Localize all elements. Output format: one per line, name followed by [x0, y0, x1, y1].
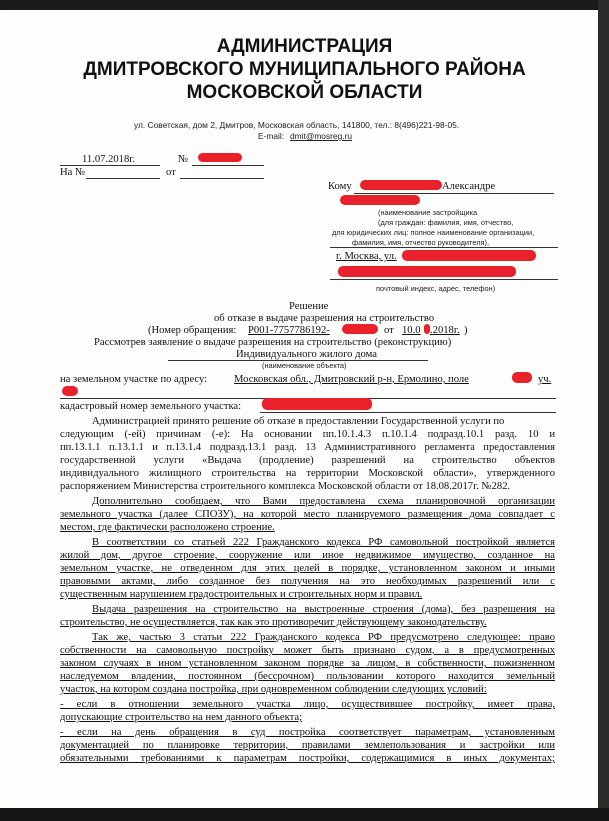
redaction-cadastral-number: [262, 398, 372, 410]
p3-line: жилой дом, другое строение, сооружение или иное недвижимое имущество, созданное на: [60, 550, 555, 561]
p2-line: Дополнительно сообщаем, что Вами предоставлена схема планировочной организации: [92, 496, 555, 507]
p1-line: распоряжением Министерства строительного комплекса Московской области от 18.08.2017г. №282.: [60, 481, 511, 492]
p1-line: индивидуального жилищного строительства на территории Московской области», утвержденного: [60, 468, 555, 479]
p4-line: Выдача разрешения на строительство на выстроенные строения (дома), без разрешения на: [92, 604, 555, 615]
recipient-line1: [354, 193, 554, 194]
header-address: ул. Советская, дом 2, Дмитров, Московская область, 141800, тел.: 8(496)221-98-05.: [134, 120, 460, 130]
decision-object: Индивидуального жилого дома: [236, 349, 377, 360]
recipient-hint1: (наименование застройщика: [378, 208, 478, 217]
reg-na-label: На №: [60, 167, 86, 178]
decision-ref-no: Р001-7757786192-: [248, 325, 330, 336]
p3-line: В соответствии со статьей 222 Гражданского кодекса РФ самовольной постройкой является: [92, 537, 555, 548]
decision-subtitle: об отказе в выдаче разрешения на строительство: [214, 313, 435, 324]
recipient-komu: Кому: [328, 181, 352, 192]
redaction-recipient-name: [360, 180, 442, 190]
p5-line: собственности на самовольную постройку может быть признано судом, а в предусмотренных: [60, 645, 555, 656]
p3-line: земельном участке, не отведенном для этих целей в порядке, установленном законом и иными: [60, 563, 555, 574]
decision-cadastral: кадастровый номер земельного участка:: [60, 401, 242, 412]
p3-line: правовыми актами, либо созданное без получения на это необходимых разрешений или с: [60, 576, 555, 587]
p4-line: строительство, не осуществляется, так как это противоречит действующему законодательству.: [60, 617, 487, 628]
p5-line: законом случаях в ином установленном законом порядке за лицом, в собственности, пожизненном: [60, 658, 555, 669]
photo-border-bottom: [0, 808, 609, 821]
decision-ref-date-a: 10.0: [402, 325, 421, 336]
decision-ref-ot: от: [384, 325, 394, 336]
p5-line: наследуемом владении, постоянном (бессрочном) пользовании которого находится земельный: [60, 671, 555, 682]
decision-considered: Рассмотрев заявление о выдаче разрешения на строительство (реконструкцию): [94, 337, 452, 348]
redaction-plot-uch: [62, 386, 78, 396]
p3-line: существенным нарушением градостроительных и строительных норм и правил.: [60, 589, 423, 600]
redaction-recipient-index: [338, 266, 516, 277]
decision-ref-open: (Номер обращения:: [148, 325, 237, 336]
p7-line: - если на день обращения в суд постройка соответствует параметрам, установленным: [60, 727, 555, 738]
reg-no-line: [192, 165, 264, 166]
redaction-ref-no: [342, 324, 378, 334]
header-title-line1: АДМИНИСТРАЦИЯ: [216, 36, 393, 57]
p2-line: местом, где фактически расположено строение.: [60, 522, 275, 533]
recipient-line3: [330, 247, 558, 248]
header-title-line2: ДМИТРОВСКОГО МУНИЦИПАЛЬНОГО РАЙОНА: [83, 59, 526, 80]
p1-line: пп.13.1.1 п.13.1.1 и п.13.1.4 подразд.13.1 разд. 13 Административного регламента предоставления: [60, 442, 555, 453]
recipient-hint4: фамилия, имя, отчество руководителя),: [352, 238, 490, 247]
recipient-hint5: почтовый индекс, адрес, телефон): [376, 284, 496, 293]
photo-border-top: [0, 0, 609, 10]
decision-title: Решение: [289, 301, 329, 312]
decision-plot-uch: уч.: [538, 374, 552, 385]
reg-date: 11.07.2018г.: [82, 154, 136, 165]
redaction-recipient-street: [402, 250, 536, 261]
p6-line: допускающие строительство на нем данного объекта;: [60, 712, 303, 723]
reg-ot-line: [180, 178, 264, 179]
decision-cadastral-line: [260, 412, 556, 413]
recipient-line4: [330, 279, 558, 280]
decision-object-hint: (наименование объекта): [262, 361, 347, 370]
reg-no-label: №: [178, 154, 189, 165]
decision-plot-address: Московская обл., Дмитровский р-н, Ермолино, поле: [234, 374, 469, 385]
redaction-recipient-line2: [340, 195, 420, 205]
redaction-reg-no: [198, 153, 242, 162]
decision-ref-date-b: .2018г.: [430, 325, 460, 336]
decision-ref-close: ): [464, 325, 468, 336]
p7-line: документацией по планировке территории, правилами землепользования и застройки или: [60, 740, 555, 751]
header-title-line3: МОСКОВСКОЙ ОБЛАСТИ: [186, 82, 423, 103]
p1-line: следующим (-ей) причинам (-е): На основании пп.10.1.4.3 п.10.1.4 подразд.10.1 разд. 10 и: [60, 429, 555, 440]
recipient-hint2: (для граждан: фамилия, имя, отчество,: [378, 218, 514, 227]
p5-line: Так же, частью 3 статьи 222 Гражданского кодекса РФ предусмотрено следующее: право: [92, 632, 555, 643]
reg-ot-label: от: [166, 167, 176, 178]
p1-line: государственной услуги «Выдача (продление) разрешений на строительство объектов: [60, 455, 555, 466]
header-email-label: E-mail:: [258, 131, 285, 141]
p7-line: обязательными требованиями к параметрам постройки, содержащимися в иных документах;: [60, 753, 555, 764]
recipient-hint3: для юридических лиц: полное наименование организации,: [332, 228, 535, 237]
p6-line: - если в отношении земельного участка лицо, осуществившее постройку, имеет права,: [60, 699, 555, 710]
recipient-city: г. Москва, ул.: [336, 251, 397, 262]
header-email: dmit@mosreg.ru: [290, 131, 353, 141]
decision-plot-label: на земельном участке по адресу:: [60, 374, 208, 385]
p2-line: земельного участка (далее СПОЗУ), на которой место планируемого размещения дома совпадает с: [60, 509, 555, 520]
p1-line: Администрацией принято решение об отказе в предоставлении Государственной услуги по: [92, 416, 505, 427]
reg-na-line: [86, 178, 160, 179]
photo-border-right: [598, 0, 609, 821]
p5-line: участок, на котором создана постройка, при одновременном соблюдении следующих условий:: [60, 684, 487, 695]
recipient-name-tail: Александре: [442, 181, 496, 192]
redaction-plot-number: [512, 372, 532, 383]
